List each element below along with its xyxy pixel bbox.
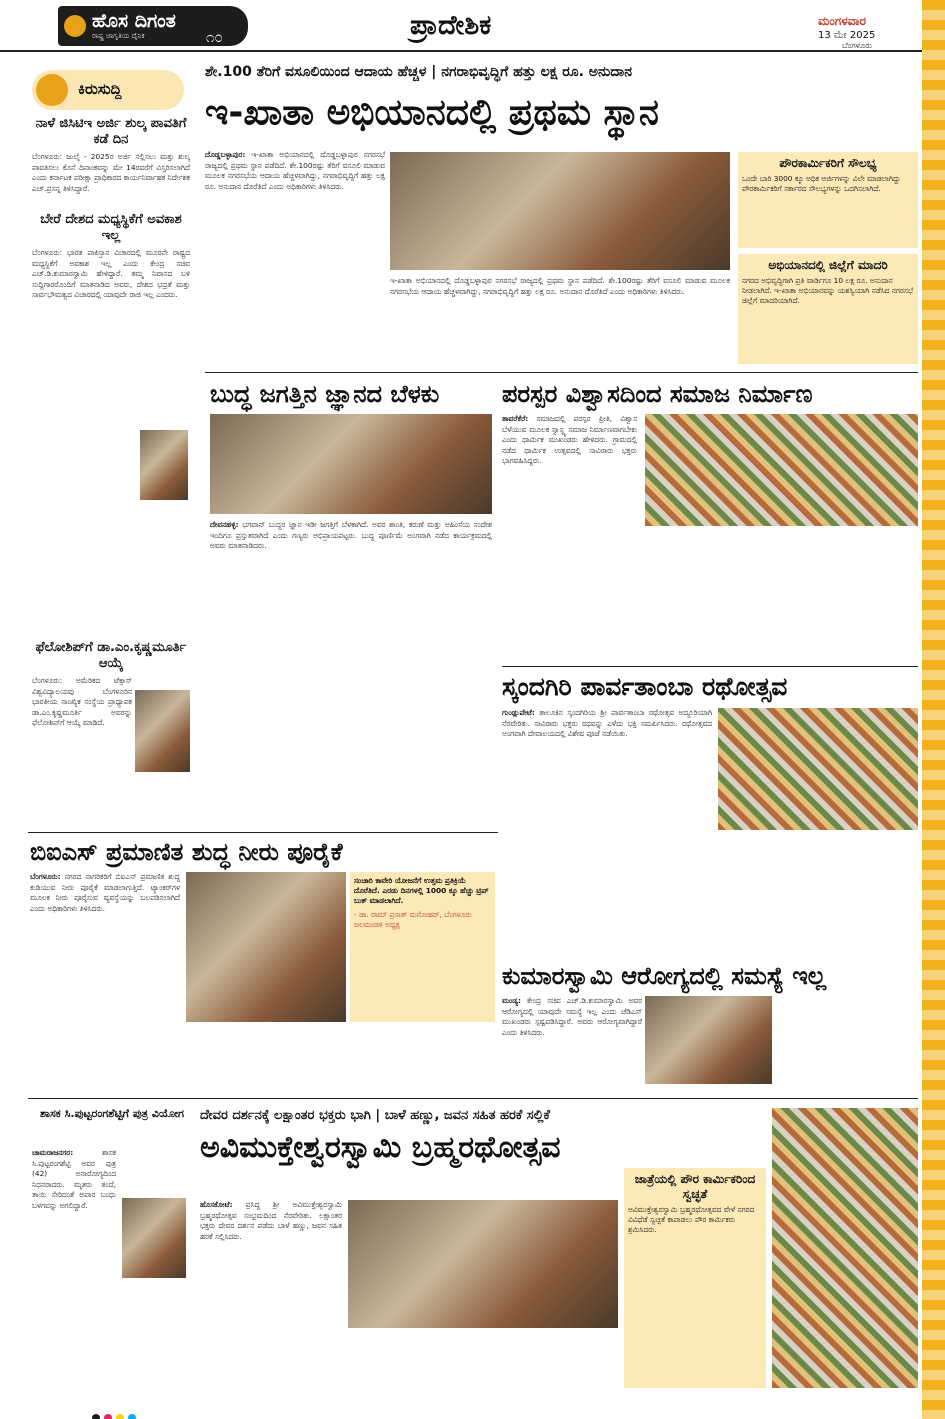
obituary-item — [32, 1106, 192, 1122]
kirusuddi-label: ಕಿರುಸುದ್ದಿ — [32, 70, 184, 110]
paraspara-body — [502, 414, 637, 467]
box-body: ಅವಿಮುಕ್ತೇಶ್ವರಸ್ವಾಮಿ ಬ್ರಹ್ಮರಥೋತ್ಸವದ ವೇಳೆ ನಗರದ ವಿವಿಧೆಡೆ ಸ್ವಚ್ಛತೆ ಕಾಪಾಡಲು ಪೌರ ಕಾರ್ಮಿಕರು ಶ್ರಮಿಸಿದರು. — [628, 1205, 755, 1234]
article-text: ಇ-ಖಾತಾ ಅಭಿಯಾನದಲ್ಲಿ ದೊಡ್ಡಬಳ್ಳಾಪುರ ನಗರಸಭೆ ರಾಜ್ಯದಲ್ಲಿ ಪ್ರಥಮ ಸ್ಥಾನ ಪಡೆದಿದೆ. ಶೇ.100ರಷ್ಟು ತೆರಿಗೆ ವಸೂಲಿ ಮಾಡುವ ಮೂಲಕ ನಗರಸಭೆಯ ಆದಾಯ ಹೆಚ್ಚಳವಾಗಿದ್ದು, ನಗರಾಭಿವೃದ್ಧಿಗೆ ಹತ್ತು ಲಕ್ಷ ರೂ. ಅನುದಾನ ದೊರೆತಿದೆ ಎಂದು ಅಧಿಕಾರಿಗಳು ತಿಳಿಸಿದರು. — [390, 276, 730, 296]
divider — [205, 372, 918, 373]
kumaraswamy-headline: ಕುಮಾರಸ್ವಾಮಿ ಆರೋಗ್ಯದಲ್ಲಿ ಸಮಸ್ಯೆ ಇಲ್ಲ — [502, 962, 827, 990]
logo-tagline: ರಾಷ್ಟ್ರ ಜಾಗೃತಿಯ ದೈನಿಕ — [92, 32, 145, 40]
dateline: ಬೆಂಗಳೂರು: — [30, 872, 61, 881]
article-text: ಪ್ರಸಿದ್ಧ ಶ್ರೀ ಅವಿಮುಕ್ತೇಶ್ವರಸ್ವಾಮಿ ಬ್ರಹ್ಮರಥೋತ್ಸವ ಸಂಭ್ರಮದಿಂದ ನೆರವೇರಿತು. ಲಕ್ಷಾಂತರ ಭಕ್ತರು ದೇವರ ದರ್ಶನ ಪಡೆದು ಬಾಳೆ ಹಣ್ಣು, ಜವನ ಸಹಿತ ಹರಕೆ ಸಲ್ಲಿಸಿದರು. — [200, 1200, 342, 1241]
politician-photo — [140, 430, 188, 500]
info-box — [738, 152, 918, 248]
info-box — [624, 1168, 766, 1388]
avimukta-kicker: ದೇವರ ದರ್ಶನಕ್ಕೆ ಲಕ್ಷಾಂತರ ಭಕ್ತರು ಭಾಗಿ | ಬಾಳೆ ಹಣ್ಣು, ಜವನ ಸಹಿತ ಹರಕೆ ಸಲ್ಲಿಕೆ — [200, 1108, 550, 1123]
brief-headline: ಬೇರೆ ದೇಶದ ಮಧ್ಯಸ್ಥಿಕೆಗೆ ಅವಕಾಶ ಇಲ್ಲ — [40, 212, 182, 243]
masthead — [0, 0, 945, 52]
quote-author: - ಡಾ. ರಾಮ್ ಪ್ರಸಾತ್ ಮನೋಹರ್, ಬೆಂಗಳೂರು ಜಲಮಂಡಳಿ ಅಧ್ಯಕ್ಷ — [354, 910, 472, 929]
dateline: ದೊಡ್ಡಬಳ್ಳಾಪುರ: — [205, 150, 246, 159]
decorative-strip — [922, 0, 945, 1419]
lead-body — [205, 150, 385, 192]
print-registration-marks — [90, 1407, 138, 1419]
meeting-photo — [645, 996, 772, 1084]
pointing-hand-icon — [36, 74, 68, 106]
dateline: ದೇವನಹಳ್ಳಿ: — [210, 520, 239, 529]
newspaper-logo — [58, 6, 248, 46]
divider — [502, 666, 918, 667]
fellow-portrait-photo — [135, 690, 190, 772]
logo-title: ಹೊಸ ದಿಗಂತ — [92, 10, 176, 32]
obituary-portrait-photo — [122, 1198, 186, 1278]
paraspara-headline: ಪರಸ್ಪರ ವಿಶ್ವಾಸದಿಂದ ಸಮಾಜ ನಿರ್ಮಾಣ — [502, 380, 813, 408]
obituary-body — [32, 1148, 116, 1211]
brief-body: ಬೆಂಗಳೂರು: ಜುಲೈ - 2025ರ ಅರ್ಜಿ ಸಲ್ಲಿಸಲು ಮತ್ತು ಶುಲ್ಕ ಪಾವತಿಸಲು ಕೊನೆ ದಿನಾಂಕವನ್ನು ಮೇ 14ರವರೆಗೆ ವಿಸ್ತರಿಸಲಾಗಿದೆ ಎಂದು ಕರ್ನಾಟಕ ಪರೀಕ್ಷಾ ಪ್ರಾಧಿಕಾರದ ಕಾರ್ಯನಿರ್ವಾಹಕ ನಿರ್ದೇಶಕ ಎಚ್.ಪ್ರಸನ್ನ ತಿಳಿಸಿದ್ದಾರೆ. — [32, 152, 190, 193]
dateline: ಮಂಡ್ಯ: — [502, 996, 521, 1005]
divider — [28, 1098, 918, 1099]
dateline: ಚಾಮರಾಜನಗರ: — [32, 1148, 74, 1157]
article-text: ನಗರದ ನಾಗರಿಕರಿಗೆ ಬಿಐಎಸ್ ಪ್ರಮಾಣಿತ ಶುದ್ಧ ಕುಡಿಯುವ ನೀರು ಪೂರೈಕೆ ಮಾಡಲಾಗುತ್ತಿದೆ. ಟ್ಯಾಂಕರ್‌ಗಳ ಮೂಲಕ ನೀರು ಪೂರೈಸುವ ವ್ಯವಸ್ಥೆಯನ್ನು ಬಲಪಡಿಸಲಾಗಿದೆ ಎಂದು ಅಧಿಕಾರಿಗಳು ತಿಳಿಸಿದರು. — [30, 872, 180, 913]
brief-headline: ನಾಳೆ ಜಿಸಿಟಿಇ ಅರ್ಜಿ ಶುಲ್ಕ ಪಾವತಿಗೆ ಕಡೆ ದಿನ — [35, 116, 187, 147]
article-text: ಶಾಸಕ ಸಿ.ಪುಟ್ಟರಂಗಶೆಟ್ಟಿ ಅವರ ಪುತ್ರ (42) ಅನಾರೋಗ್ಯದಿಂದ ನಿಧನರಾದರು. ಮೃತರು ತಂದೆ, ತಾಯಿ ಸೇರಿದಂತೆ ಅಪಾರ ಬಂಧು ಬಳಗವನ್ನು ಅಗಲಿದ್ದಾರೆ. — [32, 1148, 116, 1210]
buddha-headline: ಬುದ್ಧ ಜಗತ್ತಿನ ಜ್ಞಾನದ ಬೆಳಕು — [210, 380, 440, 408]
dateline: ತಾವರೆಕೆರೆ: — [502, 414, 529, 423]
bis-body — [30, 872, 180, 914]
bis-headline: ಬಿಐಎಸ್ ಪ್ರಮಾಣಿತ ಶುದ್ಧ ನೀರು ಪೂರೈಕೆ — [30, 838, 343, 866]
kirusuddi-item — [32, 116, 190, 194]
kumaraswamy-body — [502, 996, 642, 1038]
info-box — [738, 254, 918, 364]
box-title: ಜಾತ್ರೆಯಲ್ಲಿ ಪೌರ ಕಾರ್ಮಿಕರಿಂದ ಸ್ವಚ್ಛತೆ — [634, 1172, 756, 1201]
quote-box — [350, 872, 495, 1022]
brief-body: ಬೆಂಗಳೂರು: ಅಮೆರಿಕದ ಟೆಕ್ಸಾಸ್ ವಿಶ್ವವಿದ್ಯಾಲಯವು ಬೆಂಗಳೂರಿನ ಭಾರತೀಯ ಸಾಂಖ್ಯಿಕ ಸಂಸ್ಥೆಯ ಪ್ರಾಧ್ಯಾಪಕ ಡಾ.ಎಂ.ಕೃಷ್ಣಮೂರ್ತಿ ಅವರನ್ನು ಫೆಲೋಶಿಪ್‌ಗೆ ಆಯ್ಕೆ ಮಾಡಿದೆ. — [32, 676, 132, 727]
chariot-festival-photo — [718, 708, 918, 830]
quote-text: ಸಂಚಾರಿ ಕಾವೇರಿ ಯೋಜನೆಗೆ ಉತ್ತಮ ಪ್ರತಿಕ್ರಿಯೆ ದೊರೆತಿದೆ. ಎರಡು ದಿನಗಳಲ್ಲಿ 1000 ಕ್ಕೂ ಹೆಚ್ಚು ಟ್ರಿಪ್ ಬುಕ್ ಮಾಡಲಾಗಿದೆ. — [354, 876, 489, 905]
article-text: ಸಮಾಜದಲ್ಲಿ ಪರಸ್ಪರ ಪ್ರೀತಿ, ವಿಶ್ವಾಸ ಬೆಳೆಯುವ ಮೂಲಕ ಸ್ವಾಸ್ಥ್ಯ ಸಮಾಜ ನಿರ್ಮಾಣವಾಗಬೇಕು ಎಂದು ಧಾರ್ಮಿಕ ಮುಖಂಡರು ಹೇಳಿದರು. ಗ್ರಾಮದಲ್ಲಿ ನಡೆದ ಧಾರ್ಮಿಕ ಉತ್ಸವದಲ್ಲಿ ಸಾವಿರಾರು ಭಕ್ತರು ಭಾಗವಹಿಸಿದ್ದರು. — [502, 414, 637, 465]
edition-city: ಬೆಂಗಳೂರು — [842, 41, 872, 50]
meeting-photo — [390, 152, 730, 270]
dateline: ಹೊಸಕೋಟೆ: — [200, 1200, 233, 1209]
water-tanker-photo — [186, 872, 346, 1022]
box-title: ಅಭಿಯಾನದಲ್ಲಿ ಜಿಲ್ಲೆಗೆ ಮಾದರಿ — [768, 258, 888, 272]
avimukta-body — [200, 1200, 342, 1242]
registration-dot — [116, 1414, 124, 1419]
registration-dot — [92, 1414, 100, 1419]
lead-headline: ಇ-ಖಾತಾ ಅಭಿಯಾನದಲ್ಲಿ ಪ್ರಥಮ ಸ್ಥಾನ — [205, 92, 659, 133]
brief-body: ಬೆಂಗಳೂರು: ಭಾರತ ಪಾಕಿಸ್ತಾನ ವಿಚಾರದಲ್ಲಿ ಮೂರನೇ ರಾಷ್ಟ್ರದ ಮಧ್ಯಸ್ಥಿಕೆಗೆ ಅವಕಾಶ ಇಲ್ಲ ಎಂದು ಕೇಂದ್ರ ಸಚಿವ ಎಚ್.ಡಿ.ಕುಮಾರಸ್ವಾಮಿ ಹೇಳಿದ್ದಾರೆ. ತಮ್ಮ ನಿವಾಸದ ಬಳಿ ಸುದ್ದಿಗಾರರೊಂದಿಗೆ ಮಾತನಾಡಿದ ಅವರು, ದೇಶದ ಭದ್ರತೆ ಮತ್ತು ಸಾರ್ವಭೌಮತ್ವದ ವಿಚಾರದಲ್ಲಿ ಯಾವುದೇ ರಾಜಿ ಇಲ್ಲ ಎಂದರು. — [32, 248, 190, 299]
box-body: ನಗರದ ಅಭಿವೃದ್ಧಿಗಾಗಿ ಪ್ರತಿ ವಾರ್ಡಿಗೂ 10 ಲಕ್ಷ ರೂ. ಅನುದಾನ ನೀಡಲಾಗಿದೆ. ಇ-ಖಾತಾ ಅಭಿಯಾನವನ್ನು ಯಶಸ್ವಿಯಾಗಿ ನಡೆಸಿದ ನಗರಸಭೆ ಜಿಲ್ಲೆಗೆ ಮಾದರಿಯಾಗಿದೆ. — [742, 276, 914, 305]
lead-kicker: ಶೇ.100 ತೆರಿಗೆ ವಸೂಲಿಯಿಂದ ಆದಾಯ ಹೆಚ್ಚಳ | ನಗರಾಭಿವೃದ್ಧಿಗೆ ಹತ್ತು ಲಕ್ಷ ರೂ. ಅನುದಾನ — [205, 64, 633, 80]
article-text: ಭಗವಾನ್ ಬುದ್ಧರ ಜ್ಞಾನ ಇಡೀ ಜಗತ್ತಿಗೆ ಬೆಳಕಾಗಿದೆ. ಅವರ ಶಾಂತಿ, ಕರುಣೆ ಮತ್ತು ಅಹಿಂಸೆಯ ಸಂದೇಶ ಇಂದಿಗೂ ಪ್ರಸ್ತುತವಾಗಿದೆ ಎಂದು ಗಣ್ಯರು ಅಭಿಪ್ರಾಯಪಟ್ಟರು. ಬುದ್ಧ ಪೂರ್ಣಿಮೆ ಅಂಗವಾಗಿ ನಡೆದ ಕಾರ್ಯಕ್ರಮದಲ್ಲಿ ಅವರು ಮಾತನಾಡಿದರು. — [210, 520, 492, 550]
logo-emblem-icon — [64, 15, 86, 37]
buddha-body — [210, 520, 492, 552]
temple-worship-photo — [348, 1200, 618, 1328]
box-body: ಒಂದೇ ಬಾರಿ 3000 ಕ್ಕೂ ಅಧಿಕ ಅರ್ಜಿಗಳನ್ನು ವಿಲೇ ಮಾಡಲಾಗಿದ್ದು ಪೌರಕಾರ್ಮಿಕರಿಗೆ ಸರ್ಕಾರದ ಸೌಲಭ್ಯಗಳನ್ನು ಒದಗಿಸಲಾಗಿದೆ. — [742, 174, 901, 193]
registration-dot — [104, 1414, 112, 1419]
festival-crowd-photo — [645, 414, 918, 526]
dateline: ಗುಂಡ್ಲುಪೇಟೆ: — [502, 708, 535, 717]
article-text: ಇ-ಖಾತಾ ಅಭಿಯಾನದಲ್ಲಿ ದೊಡ್ಡಬಳ್ಳಾಪುರ ನಗರಸಭೆ ರಾಜ್ಯದಲ್ಲಿ ಪ್ರಥಮ ಸ್ಥಾನ ಪಡೆದಿದೆ. ಶೇ.100ರಷ್ಟು ತೆರಿಗೆ ವಸೂಲಿ ಮಾಡುವ ಮೂಲಕ ನಗರಸಭೆಯ ಆದಾಯ ಹೆಚ್ಚಳವಾಗಿದ್ದು, ನಗರಾಭಿವೃದ್ಧಿಗೆ ಹತ್ತು ಲಕ್ಷ ರೂ. ಅನುದಾನ ದೊರೆತಿದೆ ಎಂದು ಅಧಿಕಾರಿಗಳು ತಿಳಿಸಿದರು. — [205, 150, 385, 191]
section-title: ಪ್ರಾದೇಶಿಕ — [410, 10, 492, 41]
avimukta-headline: ಅವಿಮುಕ್ತೇಶ್ವರಸ್ವಾಮಿ ಬ್ರಹ್ಮರಥೋತ್ಸವ — [200, 1130, 561, 1165]
divider — [28, 832, 498, 833]
article-text: ತಾಲೂಕಿನ ಸ್ಕಂದಗಿರಿಯ ಶ್ರೀ ಪಾರ್ವತಾಂಬಾ ರಥೋತ್ಸವ ಅದ್ಧೂರಿಯಾಗಿ ನೆರವೇರಿತು. ಸಾವಿರಾರು ಭಕ್ತರು ರಥವನ್ನು ಎಳೆದು ಭಕ್ತಿ ಸಮರ್ಪಿಸಿದರು. ರಥೋತ್ಸವದ ಅಂಗವಾಗಿ ದೇವಾಲಯದಲ್ಲಿ ವಿಶೇಷ ಪೂಜೆ ನಡೆಯಿತು. — [502, 708, 712, 738]
box-title: ಪೌರಕಾರ್ಮಿಕರಿಗೆ ಸೌಲಭ್ಯ — [779, 156, 877, 170]
skandagiri-headline: ಸ್ಕಂದಗಿರಿ ಪಾರ್ವತಾಂಬಾ ರಥೋತ್ಸವ — [502, 672, 788, 701]
article-text: ಕೇಂದ್ರ ಸಚಿವ ಎಚ್.ಡಿ.ಕುಮಾರಸ್ವಾಮಿ ಅವರ ಆರೋಗ್ಯದಲ್ಲಿ ಯಾವುದೇ ಸಮಸ್ಯೆ ಇಲ್ಲ ಎಂದು ಜೆಡಿಎಸ್ ಮುಖಂಡರು ಸ್ಪಷ್ಟಪಡಿಸಿದ್ದಾರೆ. ಅವರು ಆರೋಗ್ಯವಾಗಿದ್ದಾರೆ ಎಂದು ತಿಳಿಸಿದರು. — [502, 996, 642, 1037]
kirusuddi-item — [32, 212, 190, 301]
issue-date: 13 ಮೇ 2025 — [818, 30, 876, 41]
buddha-event-photo — [210, 414, 492, 514]
obituary-headline: ಶಾಸಕ ಸಿ.ಪುಟ್ಟರಂಗಶೆಟ್ಟಿಗೆ ಪುತ್ರ ವಿಯೋಗ — [40, 1107, 184, 1120]
lead-body-continued — [390, 276, 730, 297]
brief-headline: ಫೆಲೋಶಿಪ್‌ಗೆ ಡಾ.ಎಂ.ಕೃಷ್ಣಮೂರ್ತಿ ಆಯ್ಕೆ — [35, 640, 187, 671]
page-number: ೧೦ — [206, 28, 223, 46]
chariot-procession-photo — [772, 1108, 918, 1388]
issue-day: ಮಂಗಳವಾರ — [818, 14, 867, 28]
skandagiri-body — [502, 708, 712, 740]
registration-dot — [128, 1414, 136, 1419]
